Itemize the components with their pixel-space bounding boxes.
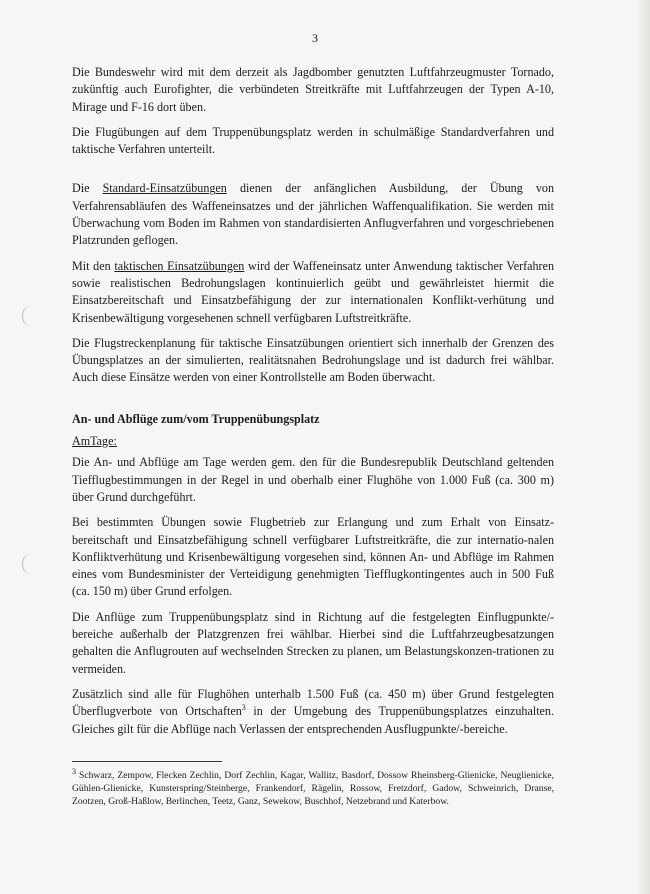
paragraph-4-body: wird der Waffeneinsatz unter Anwendung taktischer Verfahren sowie realistischen Bedrohungslagen kontinuierlich geübt und gewährleistet hiermit die Einsatzbereitschaft und Einsatzbefähigung der zur internationalen Konflikt-verhütung und Krisenbewältigung vorgesehenen schnell verfügbaren Luftstreitkräfte. [72, 258, 555, 325]
punch-hole-mark [22, 305, 41, 327]
footnote-text: Schwarz, Zempow, Flecken Zechlin, Dorf Zechlin, Kagar, Wallitz, Basdorf, Dossow Rheinsberg-Glienicke, Neuglienicke, Gühlen-Glienicke, Kunsterspring/Steinberge, Frankendorf, Rägelin, Rossow, Fretzdorf, Gadow, Schweinrich, Dranse, Zootzen, Groß-Haßlow, Berlinchen, Teetz, Ganz, Sewekow, Buschhof, Netzebrand und Katerbow. [72, 770, 554, 807]
paragraph-3-body: dienen der anfänglichen Ausbildung, der Übung von Verfahrensabläufen des Waffeneinsatzes und der jährlichen Waffenqualifikation. Sie werden mit Überwachung vom Boden im Rahmen von standardisierten Anflugverfahren und vorgeschriebenen Platzrunden geflogen. [72, 181, 554, 248]
paragraph-7: Bei bestimmten Übungen sowie Flugbetrieb zur Erlangung und zum Erhalt von Einsatz-bereitschaft und Einsatzbefähigung schnell verfügbarer Luftstreitkräfte, die zur internatio-nalen Konfliktverhütung und Krisenbewältigung vorgesehen sind, können An- und Abflüge im Rahmen eines vom Bundesminister der Verteidigung genehmigten Tiefflugkontingentes auch in 500 Fuß (ca. 150 m) über Grund erfolgen. [72, 515, 554, 599]
section-heading: An- und Abflüge zum/vom Truppenübungsplatz [72, 411, 320, 426]
paragraph-9-body: in der Umgebung des Truppenübungsplatzes einzuhalten. Gleiches gilt für die Abflüge nach Verlassen der entsprechenden Ausflugpunkte/-bereiche. [72, 704, 554, 736]
paragraph-4-lead: Mit den [72, 258, 115, 273]
footnote-reference: 3 [241, 703, 246, 713]
term-taktische-einsatzuebungen: taktischen Einsatzübungen [114, 258, 245, 273]
paragraph-2: Die Flugübungen auf dem Truppenübungsplatz werden in schulmäßige Standardverfahren und taktische Verfahren unterteilt. [72, 124, 554, 157]
paragraph-5: Die Flugstreckenplanung für taktische Einsatzübungen orientiert sich innerhalb der Grenzen des Übungsplatzes an der simulierten, realitätsnahen Bedrohungslage und ist dadurch frei wählbar. Auch diese Einsätze werden von einer Kontrollstelle am Boden überwacht. [72, 335, 554, 385]
paragraph-9-lead: Zusätzlich sind alle für Flughöhen unterhalb 1.500 Fuß (ca. 450 m) über Grund festgelegten Überflugverbote von Ortschaften [72, 686, 554, 719]
paragraph-3-lead: Die [72, 181, 103, 196]
paragraph-6: Die An- und Abflüge am Tage werden gem. den für die Bundesrepublik Deutschland geltenden Tiefflugbestimmungen in der Regel in und oberhalb einer Flughöhe von 1.000 Fuß (ca. 300 m) über Grund durchgeführt. [72, 455, 554, 504]
paragraph-3 [72, 180, 554, 249]
footnote-marker: 3 [72, 766, 76, 776]
term-standard-einsatzuebungen: Standard-Einsatzübungen [102, 181, 227, 196]
footnote-divider [72, 761, 222, 762]
section-subheading: AmTage: [72, 434, 117, 449]
paragraph-8: Die Anflüge zum Truppenübungsplatz sind in Richtung auf die festgelegten Einflugpunkte/-bereiche außerhalb der Platzgrenzen frei wählbar. Hierbei sind die Luftfahrzeugbesatzungen gehalten die Anflugrouten auf wechselnden Strecken zu planen, um Belastungskonzen-trationen zu vermeiden. [72, 609, 554, 676]
punch-hole-mark [22, 553, 41, 575]
paragraph-4 [72, 258, 554, 327]
page-number: 3 [312, 31, 318, 45]
paragraph-9 [72, 686, 554, 738]
footnote [72, 766, 554, 808]
page-edge-shadow [636, 0, 650, 894]
document-body [72, 64, 554, 746]
paragraph-1: Die Bundeswehr wird mit dem derzeit als Jagdbomber genutzten Luftfahrzeugmuster Tornado, zukünftig auch Eurofighter, die verbündeten Streitkräfte mit Luftfahrzeugen der Typen A-10, Mirage und F-16 dort üben. [72, 65, 554, 114]
